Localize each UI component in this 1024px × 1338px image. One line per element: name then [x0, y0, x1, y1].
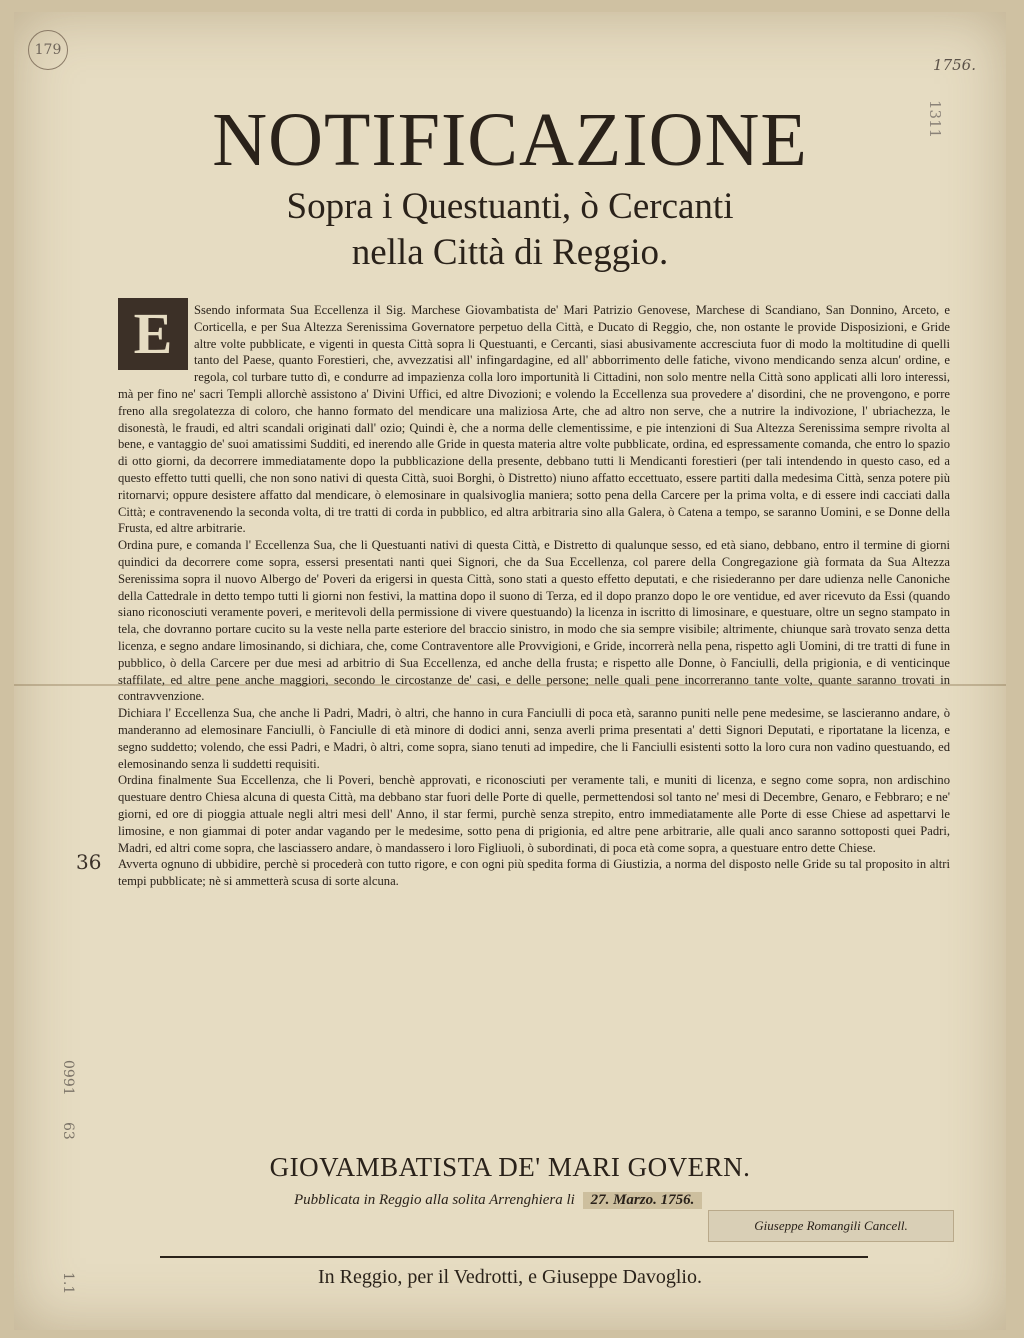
subtitle-line-1: Sopra i Questuanti, ò Cercanti [286, 186, 734, 227]
chancellor-slip: Giuseppe Romangili Cancell. [708, 1210, 954, 1242]
document-title: NOTIFICAZIONE [212, 98, 808, 182]
ink-mark: 36 [76, 850, 102, 874]
paragraph-5: Avverta ognuno di ubbidire, perchè si procederà con tutto rigore, e con ogni più spedita forma di Giustizia, a norma del disposto nelle Gride su tal proposito in altri tempi pubblicate; nè si ammetterà scusa di sorte alcuna. [118, 857, 950, 889]
paragraph-3: Dichiara l' Eccellenza Sua, che anche li Padri, Madri, ò altri, che hanno in cura Fanciulli di poca età, saranno puniti nelle pene medesime, se lascieranno andare, ò manderanno ad elemosinare Fanciulli, ò Fanciulle di età minore di dodici anni, senza averli prima presentati a' detti Signori Deputati, e riportatane la licenza, e segno suddetto; volendo, che essi Padri, e Madri, ò altri, come sopra, siano tenuti ad impedire, che li Fanciulli esistenti sotto la loro cura non vadino questuando, ed elemosinando senza li suddetti requisiti. [118, 706, 950, 771]
publication-date: 27. Marzo. 1756. [583, 1192, 703, 1209]
decorated-initial: E [118, 298, 188, 370]
margin-note-1: 0991 [60, 1060, 76, 1096]
margin-note-3: 1.1 [60, 1272, 76, 1295]
year-annotation: 1756. [933, 56, 976, 74]
archive-number-stamp: 179 [28, 30, 68, 70]
subtitle-line-2: nella Città di Reggio. [351, 232, 669, 273]
governor-signature: GIOVAMBATISTA DE' MARI GOVERN. [269, 1152, 751, 1182]
printer-line: In Reggio, per il Vedrotti, e Giuseppe Davoglio. [317, 1266, 702, 1288]
proclamation-sheet [14, 12, 1006, 1330]
paragraph-2: Ordina pure, e comanda l' Eccellenza Sua, che li Questuanti nativi di questa Città, e Distretto di qualunque sesso, ed età siano, debbano, entro il termine di giorni quindici da decorrere come sopra, essersi presentati nanti quei Signori, che da Sua Eccellenza, col parere della Congregazione già formata da Sua Altezza Serenissima sopra il nuovo Albergo de' Poveri da erigersi in questa Città, sono stati a questo effetto deputati, e che risiederanno per dare udienza nelle Canoniche della Cattedrale in detto tempo tutti li giorni non festivi, la mattina dopo il suono di Terza, ed il dopo pranzo dopo le ore ventidue, ed aver ricevuto da Essi (quando siano riconosciuti veramente poveri, e meritevoli della permissione di vivere questuando) la licenza in iscritto di limosinare, e questuare, oltre un segno stampato in tela, che dovranno portare cucito su la veste nella parte esteriore del braccio sinistro, in modo che sia sempre visibile; altrimente, chiunque sarà trovato senza detta licenza, e segno andare limosinando, si dichiara, che, come Contraventore alle Provvigioni, e Gride, incorrerà nella pena, rispetto agli Uomini, di tre tratti di fune in pubblico, ò della Carcere per due mesi ad arbitrio di Sua Eccellenza, ed anche della frusta; e rispetto alle Donne, ò Fanciulli, della prigionia, e di venticinque staffilate, ed altre pene anche maggiori, secondo le circostanze de' casi, e delle persone; nelle quali pene incorreranno tante volte, quante saranno trovati in contravvenzione. [118, 538, 950, 704]
side-annotation: 1311 [925, 100, 944, 139]
publication-line [294, 1192, 702, 1209]
paragraph-1: Ssendo informata Sua Eccellenza il Sig. Marchese Giovambatista de' Mari Patrizio Genovese, Marchese di Scandiano, San Donnino, Arceto, e Corticella, e per Sua Altezza Serenissima Governatore perpetuo della Città, e Ducato di Reggio, che, non ostante le provide Disposizioni, e Gride altre volte pubblicate, e vigenti in questa Città sopra li Questuanti, e Cercanti, siasi abusivamente accresciuta fuor di modo la moltitudine di quelli tanto del Paese, quanto Forestieri, che, avvezzatisi all' infingardagine, ed all' abborrimento delle fatiche, vivono mendicando senza alcun' ordine, e regola, col turbare tutto dì, e condurre ad impazienza colla loro importunità li Cittadini, non solo mentre nella Città sono applicati alli loro interessi, mà per fino ne' sacri Templi allorchè assistono a' Divini Uffici, ed altre Divozioni; e volendo la Eccellenza sua provedere a' disordini, che ne provengono, e porre freno alla sregolatezza di coloro, che hanno formato del mendicare una maliziosa Arte, che ad altro non serve, che a nutrire la indivozione, l' ubriachezza, le disonestà, le fraudi, ed altri scandali originati dall' ozio; Quindi è, che a norma delle clementissime, e pie intenzioni di Sua Altezza Serenissima sempre rivolta al bene, e vantaggio de' suoi amatissimi Sudditi, ed inerendo alle Gride in questa materia altre volte pubblicate, ordina, ed espressamente comanda, che entro lo spazio di otto giorni, da decorrere immediatamente dopo la pubblicazione della presente, debbano tutti li Mendicanti forestieri (per tali intendendo in questo caso, ed a questo effetto tutti quelli, che non sono nativi di questa Città, suoi Borghi, ò Distretto) niuno affatto eccettuato, essere partiti dalla medesima Città, senza potere più ritornarvi; oppure desistere affatto dal mendicare, ò elemosinare in qualsivoglia maniera; sotto pena della Carcere per la prima volta, e di essere indi cacciati dalla Città; e contravenendo la seconda volta, di tre tratti di corda in pubblico, ed altra arbitraria sino alla Galera, ò Catena a tempo, se saranno Uomini, e se Donne della Frusta, ed altre arbitrarie. [118, 303, 950, 536]
divider-rule [160, 1256, 868, 1258]
margin-note-2: 63 [60, 1122, 76, 1140]
initial-spacer [118, 302, 194, 376]
paragraph-4: Ordina finalmente Sua Eccellenza, che li Poveri, benchè approvati, e riconosciuti per veramente tali, e muniti di licenza, e segno come sopra, non ardischino questuare dentro Chiesa alcuna di questa Città, ma debbano star fuori delle Porte di quelle, permettendosi sol tanto ne' mesi di Decembre, Genaro, e Febbraro; e ne' giorni, ed ore di pioggia attuale negli altri mesi dell' Anno, il star fermi, purchè senza strepito, entro immediatamente alle Porte di esse Chiese ad aspettarvi le limosine, e non giammai di poter andar vagando per le medesime, sotto pena di prigionia, ed altre pene arbitrarie, alle quali anco saranno sottoposti quei Padri, Madri, ed altri come sopra, che lasciassero andare, ò mandassero i loro Figliuoli, ò subordinati, di poca età come sopra, a questuare entro dette Chiese. [118, 773, 950, 855]
body-text [118, 302, 950, 890]
publication-text: Pubblicata in Reggio alla solita Arrenghiera li [294, 1192, 575, 1208]
